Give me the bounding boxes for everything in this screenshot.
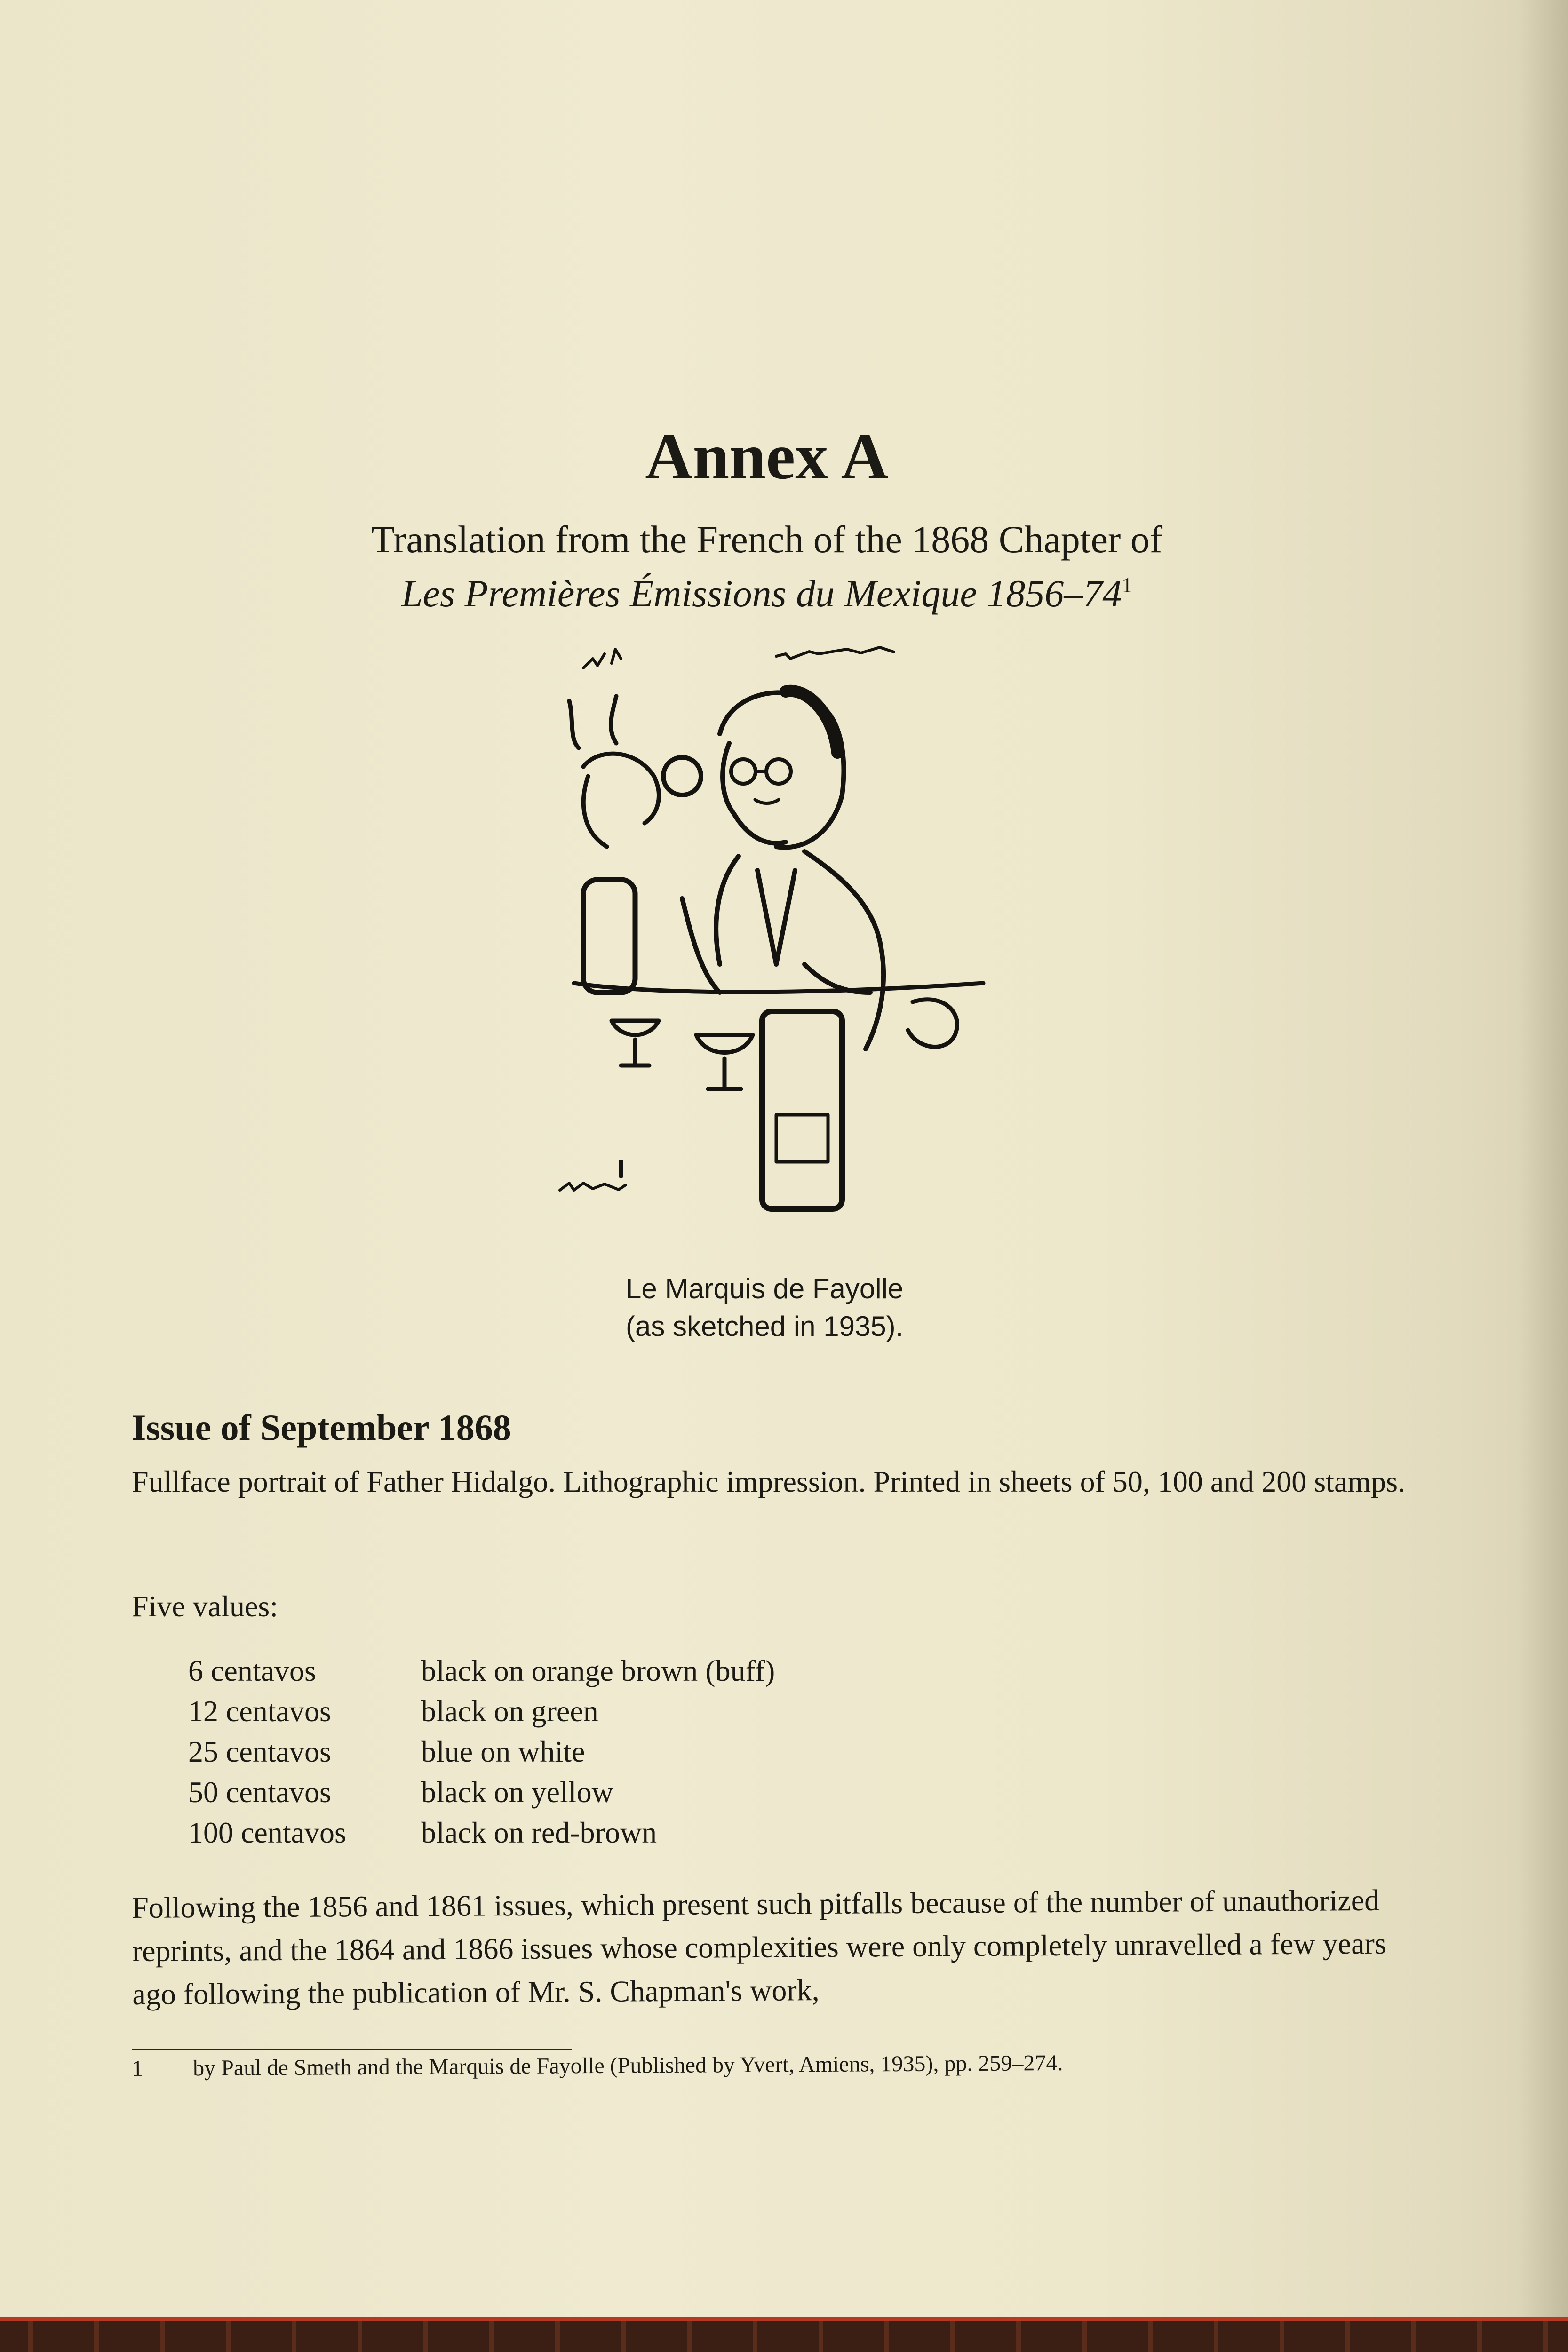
sketch-head [720,691,844,848]
values-intro: Five values: [132,1589,279,1623]
sketch-table-and-glasses [574,880,983,1209]
value-amount: 12 centavos [188,1694,331,1728]
value-row [188,1734,1129,1775]
values-list [188,1653,1129,1856]
annex-subtitle-line2 [0,572,1534,616]
page-edge-shadow [1520,0,1568,2352]
footnote-divider [132,2049,572,2050]
annex-title: Annex A [645,420,889,493]
value-color: blue on white [421,1735,585,1768]
sketch-lettering-marks [583,647,894,668]
value-color: black on green [421,1694,598,1728]
value-row [188,1653,1129,1694]
value-row [188,1815,1129,1856]
footnote-marker: 1 [1122,573,1132,597]
value-amount: 6 centavos [188,1654,316,1687]
section-heading: Issue of September 1868 [132,1407,511,1448]
footnote-text: by Paul de Smeth and the Marquis de Fayolle (Published by Yvert, Amiens, 1935), pp. 259–274. [193,2050,1063,2081]
sketch-body [682,851,883,1049]
section-paragraph-1: Fullface portrait of Father Hidalgo. Lithographic impression. Printed in sheets of 50, 100 and 200 stamps. [132,1465,1406,1498]
marquis-sketch-illustration [541,635,1011,1256]
value-color: black on orange brown (buff) [421,1654,775,1687]
book-title-italic: Les Premières Émissions du Mexique 1856–74 [401,572,1122,615]
annex-subtitle-line1: Translation from the French of the 1868 Chapter of [371,518,1163,561]
caption-line1: Le Marquis de Fayolle [626,1273,904,1304]
value-row [188,1694,1129,1734]
caption-line2: (as sketched in 1935). [626,1311,904,1342]
section-paragraph-2: Following the 1856 and 1861 issues, which present such pitfalls because of the number of unauthorized reprints, and the 1864 and 1866 issues whose complexities were only completely unravelled a few years ago following the publication of Mr. S. Chapman's work, [132,1883,1386,2011]
sketch-signature [560,1162,626,1190]
illustration-caption [626,1270,1049,1345]
value-amount: 100 centavos [188,1816,346,1849]
sketch-left-figure [569,696,701,847]
value-amount: 25 centavos [188,1735,331,1768]
book-cover-bottom [0,2321,1568,2352]
footnote-number: 1 [132,2056,143,2081]
value-amount: 50 centavos [188,1775,331,1809]
value-color: black on red-brown [421,1816,657,1849]
value-row [188,1775,1129,1815]
value-color: black on yellow [421,1775,613,1809]
